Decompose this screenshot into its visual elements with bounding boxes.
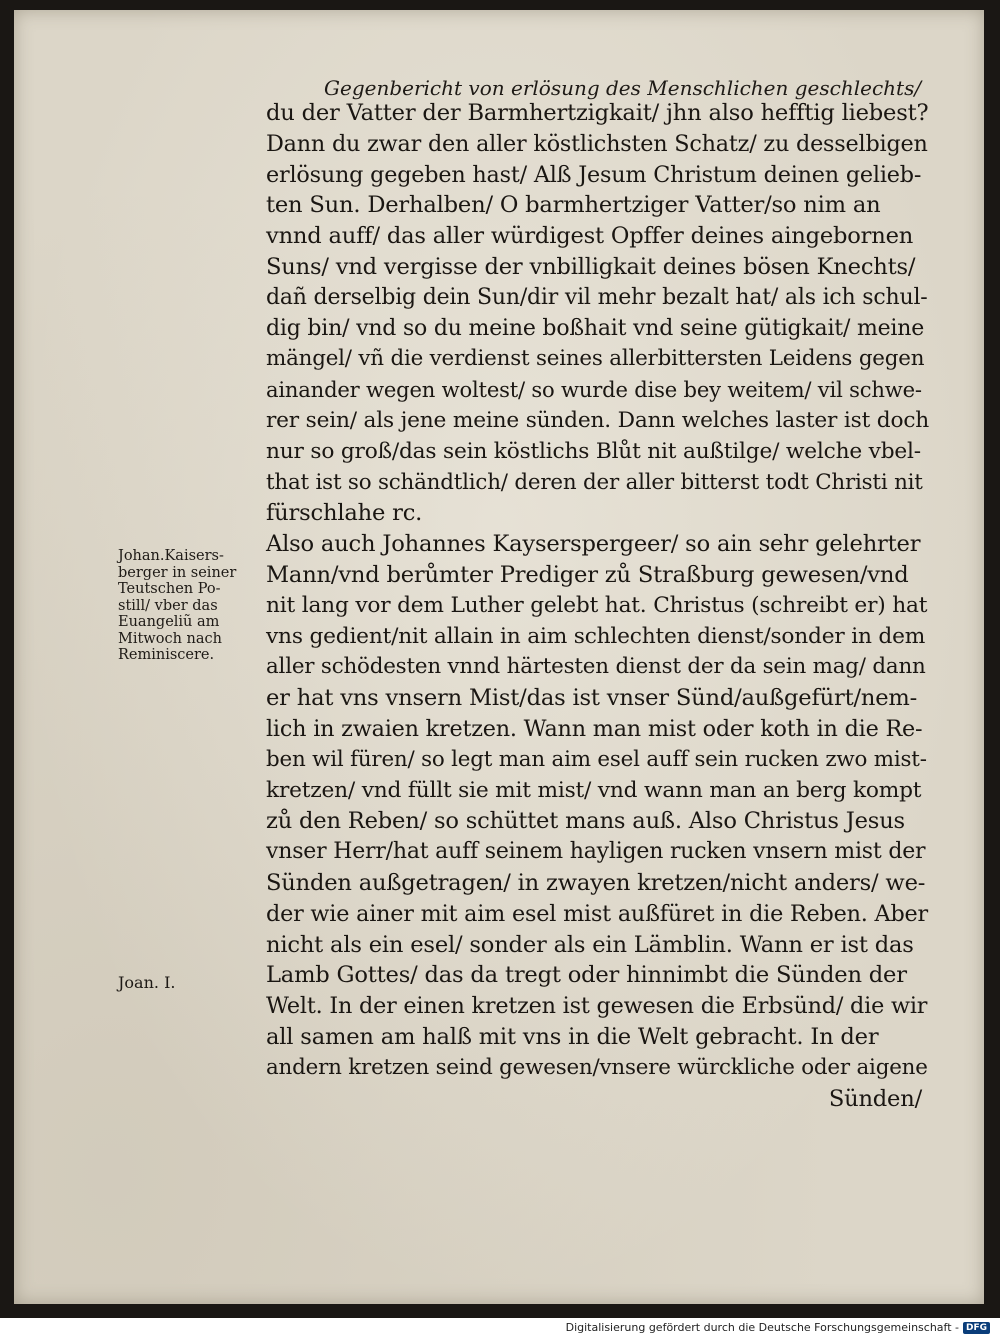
text-line: nicht als ein esel/ sonder als ein Lämblin. Wann er ist das — [266, 931, 914, 958]
margin-line: berger in seiner — [118, 564, 237, 581]
text-line: nit lang vor dem Luther gelebt hat. Christus (schreibt er) hat — [266, 592, 928, 618]
text-line: dig bin/ vnd so du meine boßhait vnd seine gütigkait/ meine — [266, 315, 925, 341]
margin-line: Euangeliũ am — [118, 614, 220, 630]
margin-line: Reminiscere. — [118, 647, 215, 663]
text-line: Welt. In der einen kretzen ist gewesen die Erbsünd/ die wir — [266, 993, 928, 1020]
catchword-line: Sünden/ — [828, 1085, 922, 1112]
text-line: du der Vatter der Barmhertzigkait/ jhn also hefftig liebest? — [266, 100, 929, 126]
text-line: lich in zwaien kretzen. Wann man mist oder koth in die Re- — [266, 715, 923, 742]
margin-note-joan — [118, 975, 263, 992]
running-head: Gegenbericht von erlösung des Menschlichen geschlechts/ — [324, 76, 922, 100]
text-line: Sünden außgetragen/ in zwayen kretzen/nicht anders/ we- — [266, 869, 926, 896]
margin-note-kaisersberger — [118, 548, 263, 664]
text-line: all samen am halß mit vns in die Welt gebracht. In der — [266, 1023, 879, 1050]
text-line: Suns/ vnd vergisse der vnbilligkait deines bösen Knechts/ — [266, 253, 916, 280]
text-line: ten Sun. Derhalben/ O barmhertziger Vatter/so nim an — [266, 192, 881, 219]
text-line: Mann/vnd berůmter Prediger zů Straßburg gewesen/vnd — [266, 561, 909, 588]
text-line: er hat vns vnsern Mist/das ist vnser Sünd/außgefürt/nem- — [266, 685, 918, 712]
margin-line: Mitwoch nach — [118, 630, 222, 647]
text-line: Dann du zwar den aller köstlichsten Schatz/ zu desselbigen — [266, 130, 928, 157]
text-line: Lamb Gottes/ das da tregt oder hinnimbt die Sünden der — [266, 962, 907, 989]
digitization-credit — [566, 1321, 990, 1334]
text-line: mängel/ vñ die verdienst seines allerbittersten Leidens gegen — [266, 346, 925, 372]
text-line: vns gedient/nit allain in aim schlechten dienst/sonder in dem — [266, 623, 926, 649]
text-line: andern kretzen seind gewesen/vnsere würckliche oder aigene — [266, 1054, 928, 1080]
body-text — [266, 98, 928, 1114]
text-line: Also auch Johannes Kayserspergeer/ so ain sehr gelehrter — [266, 531, 921, 558]
text-line: that ist so schändtlich/ deren der aller bitterst todt Christi nit — [266, 469, 923, 495]
text-line: fürschlahe rc. — [266, 500, 423, 527]
text-line: ben wil füren/ so legt man aim esel auff sein rucken zwo mist- — [266, 746, 927, 772]
text-line: nur so groß/das sein köstlichs Blůt nit außtilge/ welche vbel- — [266, 438, 921, 464]
text-line: vnser Herr/hat auff seinem hayligen rucken vnsern mist der — [266, 839, 926, 865]
credit-text: Digitalisierung gefördert durch die Deutsche Forschungsgemeinschaft - — [565, 1321, 959, 1334]
dfg-logo-icon: DFG — [963, 1322, 990, 1334]
margin-line: Teutschen Po- — [118, 581, 221, 597]
margin-line: Joan. I. — [118, 973, 176, 992]
text-line: der wie ainer mit aim esel mist außfüret in die Reben. Aber — [266, 900, 928, 927]
margin-line: Johan.Kaisers- — [118, 548, 224, 564]
text-line: aller schödesten vnnd härtesten dienst der da sein mag/ dann — [266, 654, 926, 680]
text-line: rer sein/ als jene meine sünden. Dann welches laster ist doch — [266, 407, 930, 433]
text-line: kretzen/ vnd füllt sie mit mist/ vnd wann man an berg kompt — [266, 777, 922, 803]
text-line: dañ derselbig dein Sun/dir vil mehr bezalt hat/ als ich schul- — [266, 284, 928, 310]
text-line: ainander wegen woltest/ so wurde dise bey weitem/ vil schwe- — [266, 377, 922, 403]
text-line: zů den Reben/ so schüttet mans auß. Also Christus Jesus — [266, 808, 905, 835]
text-line: vnnd auff/ das aller würdigest Opffer deines aingebornen — [266, 223, 914, 250]
text-line: erlösung gegeben hast/ Alß Jesum Christum deinen gelieb- — [266, 161, 922, 188]
margin-line: still/ vber das — [118, 597, 218, 614]
